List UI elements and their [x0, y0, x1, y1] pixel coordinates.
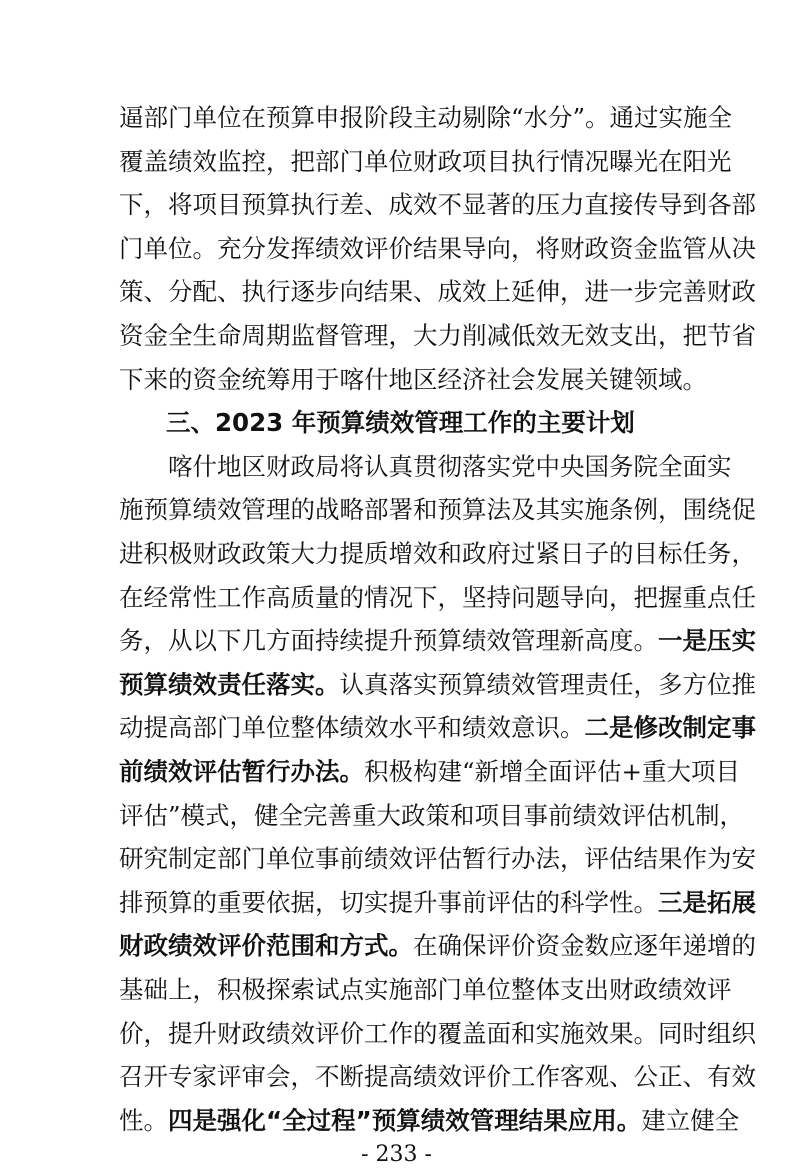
paragraph-line: [119, 1099, 740, 1143]
paragraph-line: [119, 750, 741, 794]
paragraph-line: 评估”模式，健全完善重大政策和项目事前绩效评估机制，: [119, 800, 745, 830]
line-text: 在确保评价资金数应逐年递增的: [413, 931, 756, 961]
paragraph-line: [119, 706, 756, 750]
line-text: 务，从以下几方面持续提升预算绩效管理新高度。: [119, 626, 658, 656]
line-text: 动提高部门单位整体绩效水平和绩效意识。: [119, 713, 585, 743]
line-text: 积极构建“新增全面评估+重大项目: [364, 757, 741, 786]
paragraph-line: 基础上，积极探索试点实施部门单位整体支出财政绩效评: [119, 975, 732, 1004]
page-number: - 233 -: [361, 1142, 432, 1168]
line-text: 建立健全: [641, 1105, 740, 1135]
bold-key-point: 三是拓展: [658, 887, 756, 917]
bold-key-point: 前绩效评估暂行办法。: [119, 757, 364, 786]
paragraph-line: 召开专家评审会，不断提高绩效评价工作客观、公正、有效: [119, 1062, 756, 1092]
paragraph-line: [119, 663, 756, 707]
bold-key-point: 二是修改制定事: [584, 713, 756, 743]
line-text: 排预算的重要依据，切实提升事前评估的科学性。: [119, 887, 658, 917]
line-text: 性。: [119, 1105, 168, 1135]
paragraph-line: 研究制定部门单位事前绩效评估暂行办法，评估结果作为安: [119, 844, 756, 874]
bold-key-point: 财政绩效评价范围和方式。: [119, 931, 413, 961]
paragraph-line: 覆盖绩效监控，把部门单位财政项目执行情况曝光在阳光: [119, 146, 732, 176]
paragraph-line: [119, 619, 756, 663]
paragraph-line: 策、分配、执行逐步向结果、成效上延伸，进一步完善财政: [119, 277, 756, 307]
paragraph-line: 下来的资金统筹用于喀什地区经济社会发展关键领域。: [119, 364, 707, 394]
paragraph-line: [119, 881, 756, 925]
paragraph-line: 资金全生命周期监督管理，大力削减低效无效支出，把节省: [119, 321, 756, 350]
paragraph-line: 下，将项目预算执行差、成效不显著的压力直接传导到各部: [119, 190, 756, 220]
paragraph-line: 门单位。充分发挥绩效评价结果导向，将财政资金监管从决: [119, 233, 756, 263]
line-text: 认真落实预算绩效管理责任，多方位推: [339, 669, 756, 699]
bold-key-point: 预算绩效责任落实。: [119, 669, 340, 699]
paragraph-line: 价，提升财政绩效评价工作的覆盖面和实施效果。同时组织: [119, 1018, 756, 1048]
paragraph-line: 逼部门单位在预算申报阶段主动剔除“水分”。通过实施全: [119, 103, 733, 132]
paragraph-line: 喀什地区财政局将认真贯彻落实党中央国务院全面实: [168, 451, 732, 481]
paragraph-line: 进积极财政政策大力提质增效和政府过紧日子的目标任务，: [119, 539, 756, 568]
paragraph-line: 施预算绩效管理的战略部署和预算法及其实施条例，围绕促: [119, 495, 756, 525]
bold-key-point: 四是强化“全过程”预算绩效管理结果应用。: [168, 1105, 642, 1135]
section-heading: 三、2023 年预算绩效管理工作的主要计划: [166, 408, 635, 438]
paragraph-line: 在经常性工作高质量的情况下，坚持问题导向，把握重点任: [119, 582, 756, 612]
paragraph-line: [119, 924, 756, 968]
bold-key-point: 一是压实: [658, 626, 756, 656]
